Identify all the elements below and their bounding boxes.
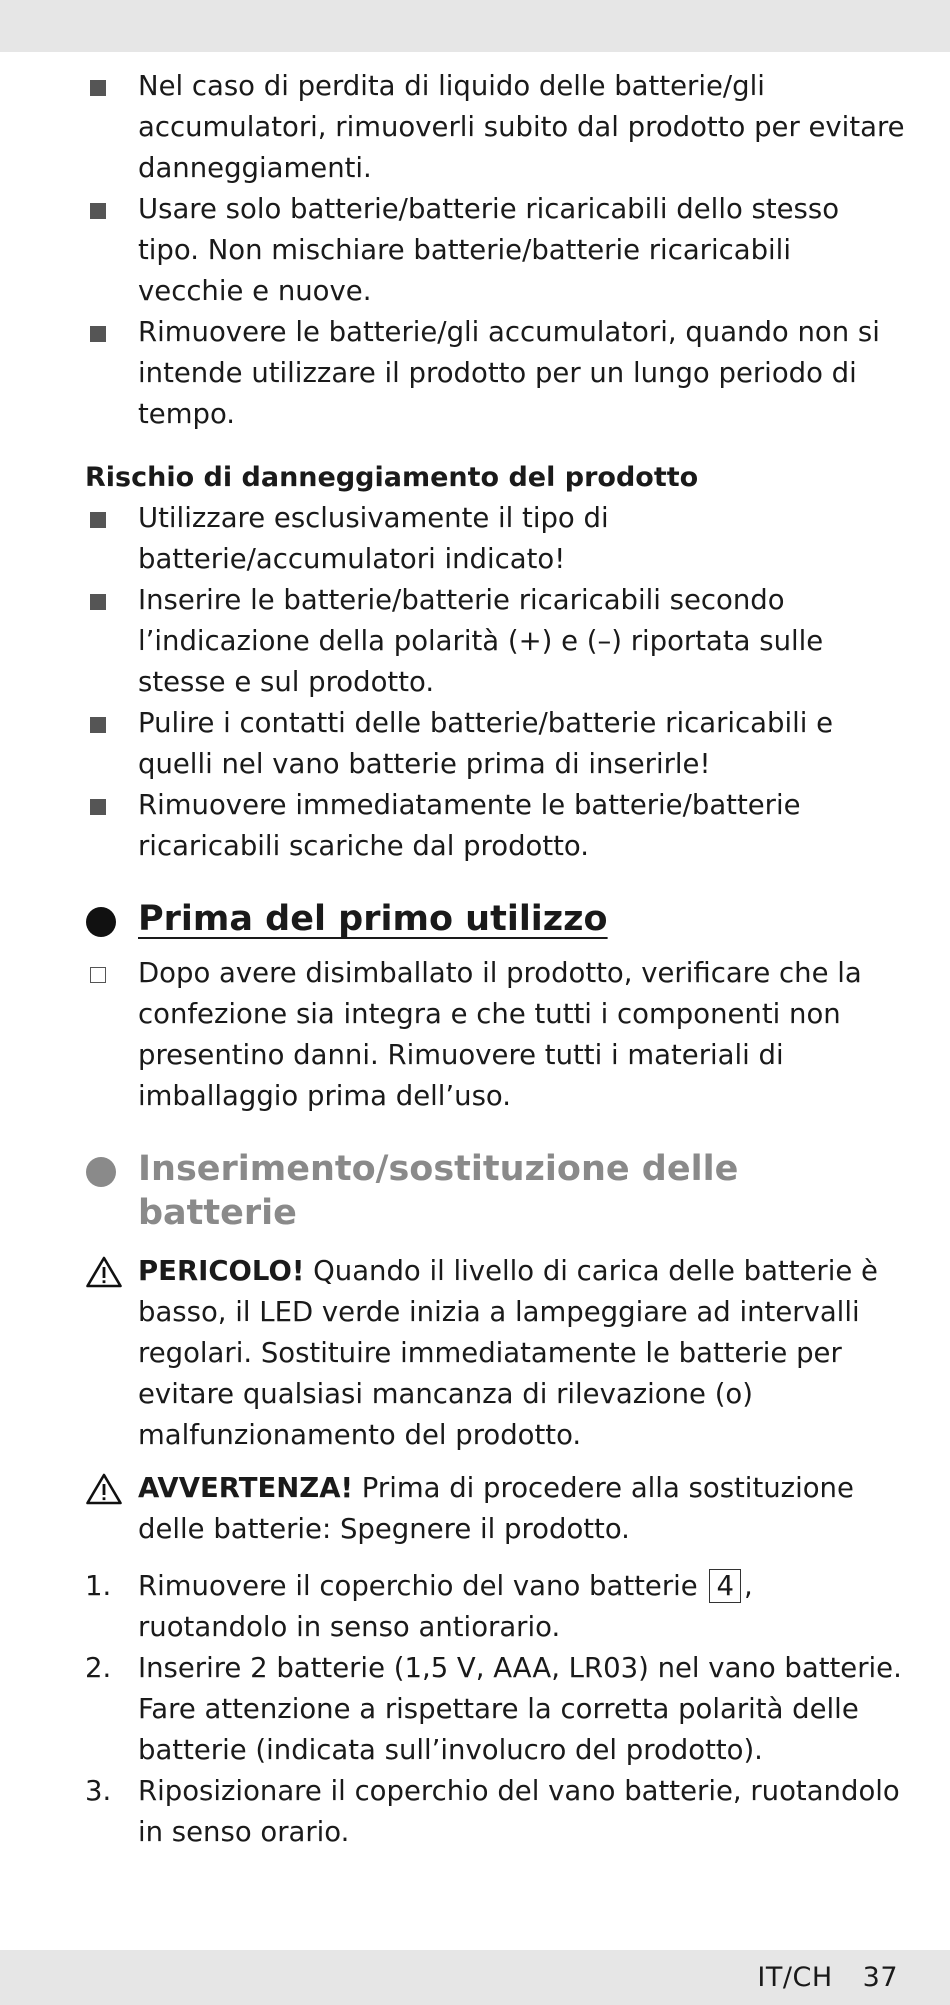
- square-bullet-icon: [90, 594, 106, 610]
- list-item: Rimuovere le batterie/gli accumulatori, quando non si intende utilizzare il prodotto per un lungo periodo di tempo.: [85, 312, 905, 435]
- square-bullet-icon: [90, 717, 106, 733]
- numbered-step: 1. Rimuovere il coperchio del vano batterie 4 , ruotandolo in senso antiorario.: [85, 1570, 753, 1643]
- warning-triangle-icon: [85, 1255, 123, 1289]
- square-bullet-icon: [90, 326, 106, 342]
- section-heading: Inserimento/sostituzione delle batterie: [85, 1147, 905, 1235]
- part-number-callout: 4: [709, 1569, 741, 1603]
- list-item: Nel caso di perdita di liquido delle batterie/gli accumulatori, rimuoverli subito dal prodotto per evitare danneggiamenti.: [85, 66, 905, 189]
- list-item: Rimuovere immediatamente le batterie/batterie ricaricabili scariche dal prodotto.: [85, 785, 905, 867]
- section-heading: Prima del primo utilizzo: [85, 897, 905, 941]
- grey-circle-icon: [86, 1157, 116, 1187]
- list-item: Usare solo batterie/batterie ricaricabili dello stesso tipo. Non mischiare batterie/batterie ricaricabili vecchie e nuove.: [85, 189, 905, 312]
- top-band: [0, 0, 950, 52]
- page-footer: [757, 1962, 898, 1993]
- filled-circle-icon: [86, 907, 116, 937]
- list-item: Inserire le batterie/batterie ricaricabili secondo l’indicazione della polarità (+) e (–) riportata sulle stesse e sul prodotto.: [85, 580, 905, 703]
- square-bullet-icon: [90, 512, 106, 528]
- page-content: [85, 66, 905, 1853]
- list-item: Pulire i contatti delle batterie/batterie ricaricabili e quelli nel vano batterie prima di inserirle!: [85, 703, 905, 785]
- square-bullet-icon: [90, 799, 106, 815]
- warning-triangle-icon: [85, 1472, 123, 1506]
- checklist-item: Dopo avere disimballato il prodotto, verificare che la confezione sia integra e che tutti i componenti non presentino danni. Rimuovere tutti i materiali di imballaggio prima dell’uso.: [85, 953, 905, 1117]
- warning-notice: AVVERTENZA! Prima di procedere alla sostituzione delle batterie: Spegnere il prodotto.: [85, 1468, 905, 1550]
- numbered-step: 3. Riposizionare il coperchio del vano batterie, ruotandolo in senso orario.: [85, 1775, 900, 1848]
- page-number: 37: [862, 1962, 898, 1993]
- list-item: Utilizzare esclusivamente il tipo di batterie/accumulatori indicato!: [85, 498, 905, 580]
- danger-notice: PERICOLO! Quando il livello di carica delle batterie è basso, il LED verde inizia a lampeggiare ad intervalli regolari. Sostituire immediatamente le batterie per evitare qualsiasi mancanza di rilevazione (o) malfunzionamento del prodotto.: [85, 1251, 905, 1456]
- checkbox-icon: [90, 967, 106, 983]
- footer-locale: IT/CH: [757, 1962, 833, 1993]
- risk-heading: Rischio di danneggiamento del prodotto: [85, 462, 699, 493]
- square-bullet-icon: [90, 203, 106, 219]
- numbered-step: 2. Inserire 2 batterie (1,5 V, AAA, LR03) nel vano batterie. Fare attenzione a rispettare la corretta polarità delle batterie (indicata sull’involucro del prodotto).: [85, 1652, 902, 1766]
- square-bullet-icon: [90, 80, 106, 96]
